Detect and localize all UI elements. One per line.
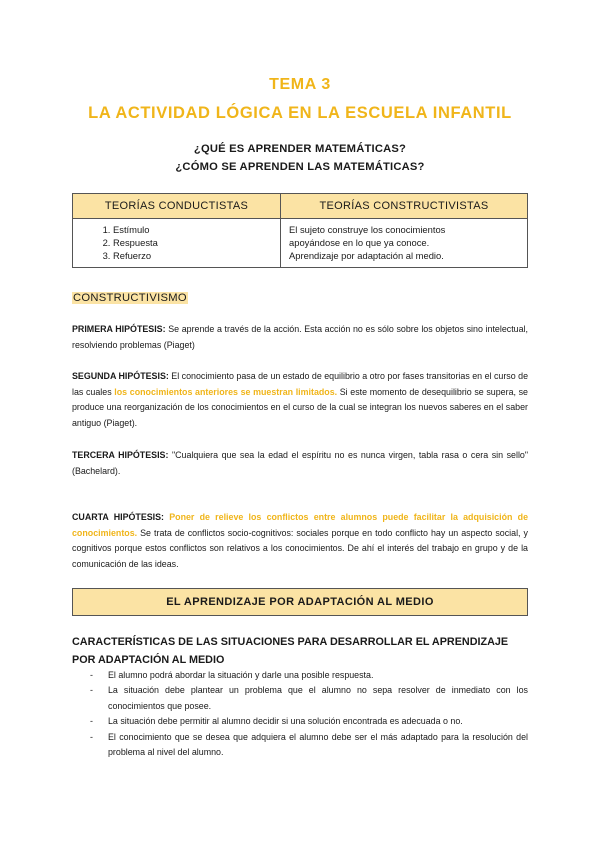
dash-bullet: - <box>90 670 93 680</box>
theories-table <box>72 193 528 268</box>
hypothesis-highlight: los conocimientos anteriores se muestran limitados. <box>114 386 338 397</box>
hypothesis-text: Se trata de conflictos socio-cognitivos: sociales porque en todo conflicto hay un aspecto social, y cognitivos porque estos conflictos son relativos a los conocimientos. De ahí el interés del trabajo en grupo y de la comunicación de las ideas. <box>72 527 528 569</box>
hypothesis-2 <box>72 369 528 431</box>
header-conductistas: TEORÍAS CONDUCTISTAS <box>73 194 281 219</box>
cell-conductistas <box>73 219 281 268</box>
hypothesis-label: TERCERA HIPÓTESIS: <box>72 450 169 460</box>
list-item-text: El alumno podrá abordar la situación y darle una posible respuesta. <box>108 670 374 680</box>
hypothesis-label: CUARTA HIPÓTESIS: <box>72 512 164 522</box>
dash-bullet: - <box>90 685 93 696</box>
hypothesis-text: El conocimiento pasa de un estado de equilibrio a otro por fases transitorias en el curso de las cuales <box>72 371 528 397</box>
dash-bullet: - <box>90 716 93 727</box>
hypothesis-4 <box>72 510 528 572</box>
hypothesis-1 <box>72 322 528 353</box>
list-item <box>72 668 528 683</box>
cons-line: apoyándose en lo que ya conoce. <box>289 237 430 248</box>
hypothesis-text: Se aprende a través de la acción. Esta acción no es sólo sobre los objetos sino intelectual, resolviendo problemas (Piaget) <box>72 324 528 350</box>
page-title: LA ACTIVIDAD LÓGICA EN LA ESCUELA INFANTIL <box>88 104 512 122</box>
hypothesis-highlight: Poner de relieve los conflictos entre alumnos puede facilitar la adquisición de conocimientos. <box>72 512 529 538</box>
list-item: 2. Respuesta <box>113 236 274 249</box>
cons-line: El sujeto construye los conocimientos <box>289 224 446 235</box>
cell-constructivistas <box>281 219 528 268</box>
hypothesis-label: SEGUNDA HIPÓTESIS: <box>72 371 169 381</box>
list-item <box>72 714 528 729</box>
question-2: ¿CÓMO SE APRENDEN LAS MATEMÁTICAS? <box>175 161 425 173</box>
question-1: ¿QUÉ ES APRENDER MATEMÁTICAS? <box>193 143 407 155</box>
list-item <box>72 683 528 714</box>
list-item: 1. Estímulo <box>113 223 274 236</box>
list-item-text: La situación debe plantear un problema que el alumno no sepa resolver de inmediato con los conocimientos que posee. <box>108 685 528 711</box>
section-banner-adaptacion: EL APRENDIZAJE POR ADAPTACIÓN AL MEDIO <box>72 588 528 616</box>
hypothesis-text: Si este momento de desequilibrio se supera, se produce una reorganización de los conocimientos en el curso de la cual se integran los nuevos saberes en el saber antiguo (Piaget). <box>72 386 528 428</box>
characteristics-title: CARACTERÍSTICAS DE LAS SITUACIONES PARA DESARROLLAR EL APRENDIZAJE POR ADAPTACIÓN AL MEDIO <box>72 636 509 666</box>
hypothesis-label: PRIMERA HIPÓTESIS: <box>72 324 166 334</box>
list-item <box>72 730 528 761</box>
hypothesis-text: "Cualquiera que sea la edad el espíritu no es nunca virgen, tabla rasa o cera sin sello" (Bachelard). <box>72 450 528 476</box>
hypothesis-3 <box>72 448 528 479</box>
list-item: 3. Refuerzo <box>113 249 274 262</box>
header-constructivistas: TEORÍAS CONSTRUCTIVISTAS <box>281 194 528 219</box>
tema-number: TEMA 3 <box>269 76 331 93</box>
characteristics-list <box>72 668 528 760</box>
cons-line: Aprendizaje por adaptación al medio. <box>289 250 444 261</box>
section-constructivismo: CONSTRUCTIVISMO <box>73 292 187 304</box>
list-item-text: El conocimiento que se desea que adquiera el alumno debe ser el más adaptado para la resolución del problema al nivel del alumno. <box>108 731 528 758</box>
dash-bullet: - <box>90 731 93 742</box>
list-item-text: La situación debe permitir al alumno decidir si una solución encontrada es adecuada o no. <box>108 716 463 727</box>
